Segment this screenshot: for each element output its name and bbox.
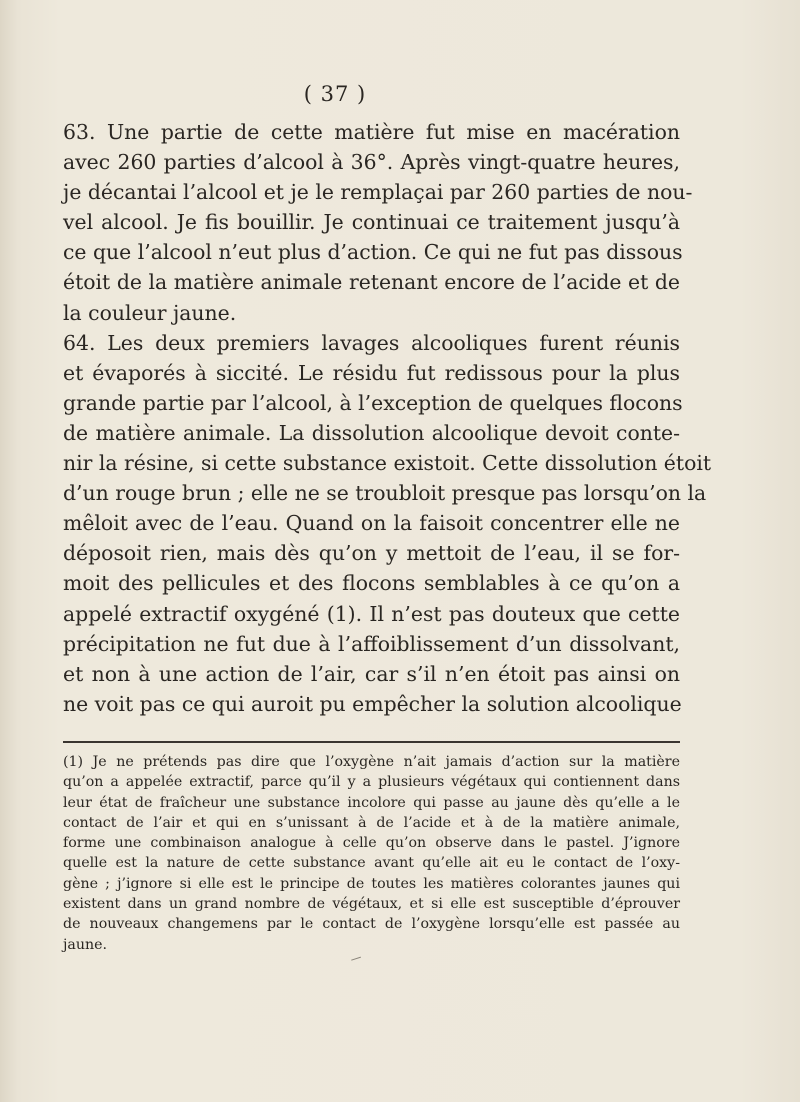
footnote-divider [63, 741, 680, 743]
text-line: moit des pellicules et des flocons semblables à ce qu’on a [63, 571, 680, 596]
ink-mark [351, 957, 363, 967]
main-text [63, 117, 712, 719]
text-line: étoit de la matière animale retenant encore de l’acide et de [63, 270, 680, 295]
text-line: la couleur jaune. [63, 300, 237, 325]
footnote-line: jaune. [63, 936, 108, 953]
footnote-line: leur état de fraîcheur une substance incolore qui passe au jaune dès qu’elle a le [63, 794, 680, 811]
text-line: mêloit avec de l’eau. Quand on la faisoit concentrer elle ne [63, 511, 680, 536]
footnote-line: de nouveaux changemens par le contact de l’oxygène lorsqu’elle est passée au [63, 916, 680, 933]
text-line: ne voit pas ce qui auroit pu empêcher la solution alcoolique [63, 691, 682, 716]
text-line: grande partie par l’alcool, à l’exception de quelques flocons [63, 390, 683, 415]
footnote-line: forme une combinaison analogue à celle qu’on observe dans le pastel. J’ignore [63, 835, 680, 852]
text-line: et évaporés à siccité. Le résidu fut redissous pour la plus [63, 360, 680, 385]
footnote-line: contact de l’air et qui en s’unissant à de l’acide et à de la matière animale, [63, 814, 680, 831]
footnote-line: qu’on a appelée extractif, parce qu’il y a plusieurs végétaux qui contiennent dans [63, 774, 680, 791]
text-line: et non à une action de l’air, car s’il n’en étoit pas ainsi on [63, 661, 680, 686]
text-line: appelé extractif oxygéné (1). Il n’est pas douteux que cette [63, 601, 680, 626]
text-line: avec 260 parties d’alcool à 36°. Après vingt-quatre heures, [63, 150, 680, 175]
text-line: vel alcool. Je fis bouillir. Je continuai ce traitement jusqu’à [63, 210, 680, 235]
text-line: de matière animale. La dissolution alcoolique devoit conte- [63, 420, 680, 445]
text-line: d’un rouge brun ; elle ne se troubloit presque pas lorsqu’on la [63, 481, 707, 506]
text-line: 63. Une partie de cette matière fut mise en macération [63, 120, 680, 144]
footnote-line: gène ; j’ignore si elle est le principe de toutes les matières colorantes jaunes qui [63, 875, 680, 892]
text-line: déposoit rien, mais dès qu’on y mettoit de l’eau, il se for- [63, 541, 680, 566]
footnote-line: (1) Je ne prétends pas dire que l’oxygène n’ait jamais d’action sur la matière [63, 754, 680, 770]
footnote-line: quelle est la nature de cette substance avant qu’elle ait eu le contact de l’oxy- [63, 855, 680, 872]
page-number: ( 37 ) [303, 82, 367, 106]
footnote [63, 752, 680, 955]
text-line: je décantai l’alcool et je le remplaçai par 260 parties de nou- [63, 180, 693, 205]
text-line: 64. Les deux premiers lavages alcooliques furent réunis [63, 330, 680, 355]
text-line: ce que l’alcool n’eut plus d’action. Ce qui ne fut pas dissous [63, 240, 683, 265]
text-line: précipitation ne fut due à l’affoiblissement d’un dissolvant, [63, 631, 680, 656]
text-line: nir la résine, si cette substance existoit. Cette dissolution étoit [63, 451, 712, 476]
footnote-line: existent dans un grand nombre de végétaux, et si elle est susceptible d’éprouver [63, 896, 680, 913]
